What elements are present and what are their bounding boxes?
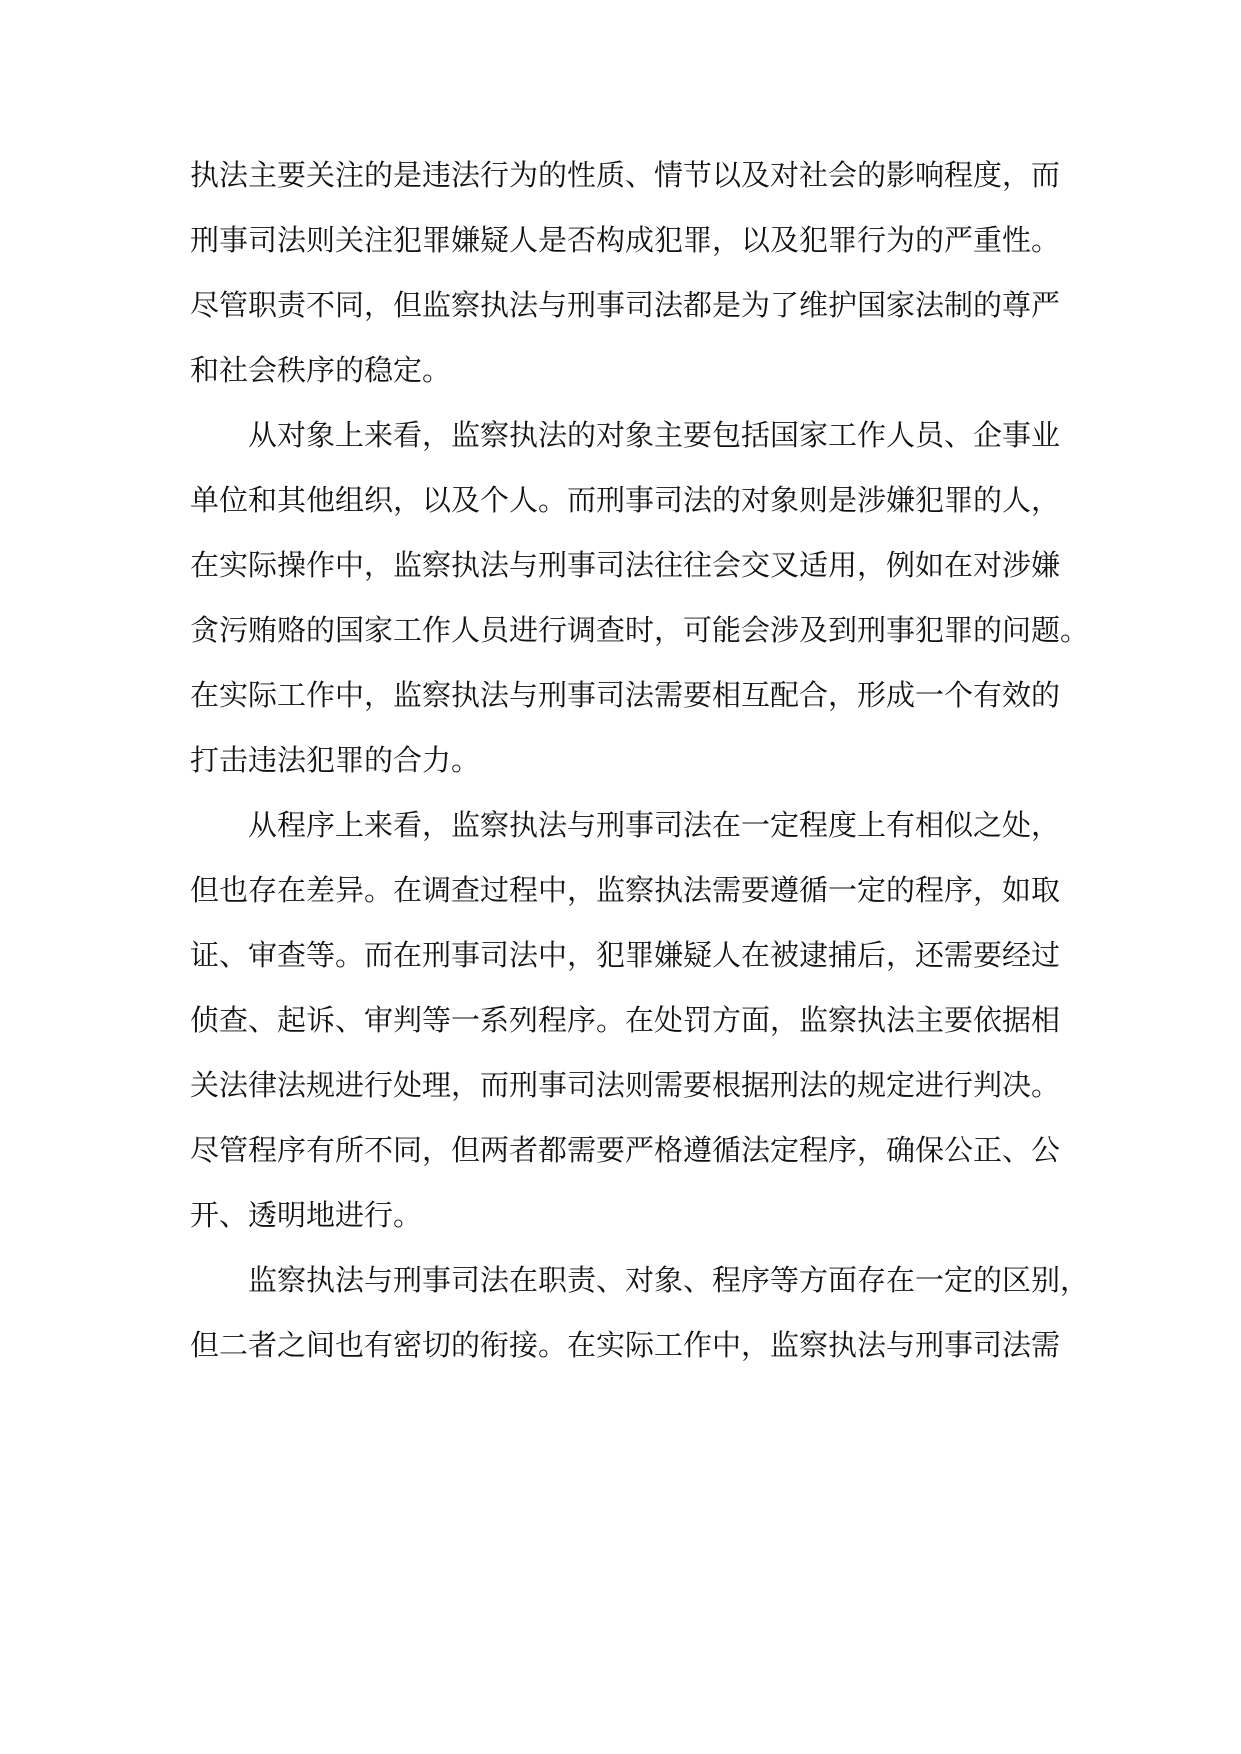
text-line: 在实际操作中，监察执法与刑事司法往往会交叉适用，例如在对涉嫌 xyxy=(190,548,1061,582)
text-line: 侦查、起诉、审判等一系列程序。在处罚方面，监察执法主要依据相 xyxy=(190,1003,1061,1037)
text-line: 打击违法犯罪的合力。 xyxy=(190,743,481,777)
text-line: 但也存在差异。在调查过程中，监察执法需要遵循一定的程序，如取 xyxy=(190,873,1061,907)
text-line: 在实际工作中，监察执法与刑事司法需要相互配合，形成一个有效的 xyxy=(190,678,1061,712)
text-line: 尽管程序有所不同，但两者都需要严格遵循法定程序，确保公正、公 xyxy=(190,1133,1061,1167)
body-text xyxy=(190,143,1090,1378)
text-line: 从程序上来看，监察执法与刑事司法在一定程度上有相似之处， xyxy=(248,808,1061,842)
text-line: 尽管职责不同，但监察执法与刑事司法都是为了维护国家法制的尊严 xyxy=(190,288,1061,322)
text-line: 证、审查等。而在刑事司法中，犯罪嫌疑人在被逮捕后，还需要经过 xyxy=(190,938,1061,972)
paragraph-2 xyxy=(190,403,1090,793)
text-line: 监察执法与刑事司法在职责、对象、程序等方面存在一定的区别， xyxy=(248,1263,1090,1297)
text-line: 关法律法规进行处理，而刑事司法则需要根据刑法的规定进行判决。 xyxy=(190,1068,1061,1102)
text-line: 执法主要关注的是违法行为的性质、情节以及对社会的影响程度，而 xyxy=(190,158,1061,192)
text-line: 开、透明地进行。 xyxy=(190,1198,423,1232)
paragraph-3 xyxy=(190,793,1061,1248)
paragraph-4 xyxy=(190,1248,1090,1378)
text-line: 和社会秩序的稳定。 xyxy=(190,353,452,387)
text-line: 贪污贿赂的国家工作人员进行调查时，可能会涉及到刑事犯罪的问题。 xyxy=(190,613,1090,647)
text-line: 刑事司法则关注犯罪嫌疑人是否构成犯罪，以及犯罪行为的严重性。 xyxy=(190,223,1061,257)
text-line: 但二者之间也有密切的衔接。在实际工作中，监察执法与刑事司法需 xyxy=(190,1328,1061,1362)
text-line: 单位和其他组织，以及个人。而刑事司法的对象则是涉嫌犯罪的人， xyxy=(190,483,1061,517)
text-line: 从对象上来看，监察执法的对象主要包括国家工作人员、企事业 xyxy=(248,418,1061,452)
paragraph-1 xyxy=(190,143,1061,403)
